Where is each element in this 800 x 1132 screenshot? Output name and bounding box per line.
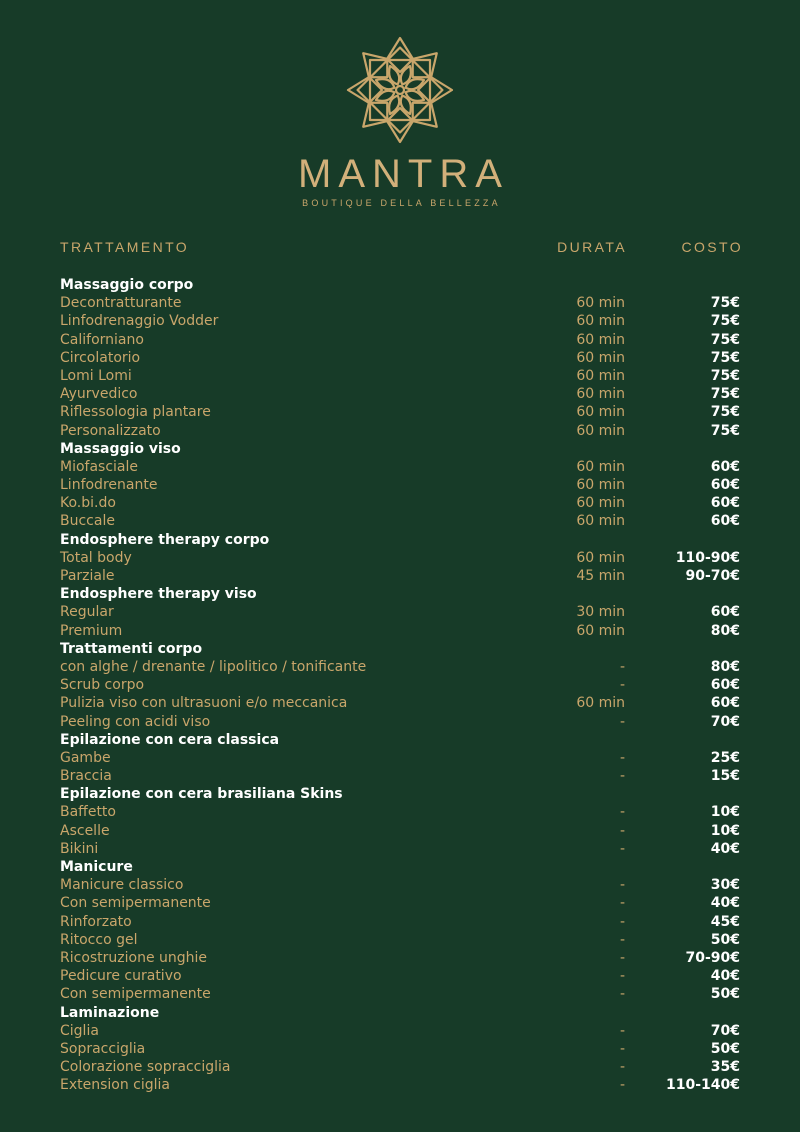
treatment-name: Gambe: [60, 749, 111, 766]
section-title-row: [60, 276, 740, 294]
treatment-name: Californiano: [60, 331, 144, 348]
treatment-price: 30€: [710, 877, 740, 894]
treatment-price: 40€: [710, 840, 740, 857]
treatment-row: [60, 913, 740, 931]
treatment-price: 70€: [710, 1022, 740, 1039]
treatment-row: [60, 985, 740, 1003]
treatment-name: Ricostruzione unghie: [60, 949, 208, 966]
treatment-duration: -: [619, 1059, 625, 1076]
treatment-row: [60, 658, 740, 676]
treatment-price: 35€: [710, 1059, 740, 1076]
price-list: [60, 276, 740, 1094]
treatment-price: 75€: [710, 331, 740, 348]
header-cost: COSTO: [681, 239, 743, 255]
section-title-row: [60, 640, 740, 658]
treatment-row: [60, 331, 740, 349]
treatment-name: Baffetto: [60, 804, 116, 821]
treatment-duration: 60 min: [576, 386, 625, 403]
treatment-row: [60, 967, 740, 985]
treatment-price: 40€: [710, 895, 740, 912]
section-title-row: [60, 731, 740, 749]
section-title-row: [60, 531, 740, 549]
treatment-price: 50€: [710, 1040, 740, 1057]
treatment-price: 75€: [710, 349, 740, 366]
treatment-row: [60, 567, 740, 585]
treatment-row: [60, 803, 740, 821]
treatment-row: [60, 349, 740, 367]
treatment-duration: -: [619, 804, 625, 821]
treatment-price: 110-140€: [666, 1077, 740, 1094]
treatment-name: Total body: [60, 549, 132, 566]
treatment-row: [60, 876, 740, 894]
treatment-row: [60, 422, 740, 440]
treatment-name: Premium: [60, 622, 123, 639]
treatment-price: 80€: [710, 622, 740, 639]
treatment-duration: -: [619, 713, 625, 730]
treatment-name: Buccale: [60, 513, 115, 530]
treatment-duration: -: [619, 1077, 625, 1094]
section-title: Endosphere therapy corpo: [60, 531, 270, 548]
treatment-duration: 60 min: [576, 495, 625, 512]
treatment-name: Linfodrenaggio Vodder: [60, 313, 219, 330]
treatment-duration: 60 min: [576, 367, 625, 384]
treatment-row: [60, 822, 740, 840]
treatment-price: 60€: [710, 495, 740, 512]
treatment-row: [60, 1022, 740, 1040]
treatment-price: 10€: [710, 822, 740, 839]
treatment-row: [60, 476, 740, 494]
treatment-duration: 30 min: [576, 604, 625, 621]
section-title: Trattamenti corpo: [60, 640, 203, 657]
treatment-row: [60, 1076, 740, 1094]
treatment-name: con alghe / drenante / lipolitico / tonificante: [60, 658, 367, 675]
treatment-price: 60€: [710, 477, 740, 494]
section-title-row: [60, 1004, 740, 1022]
treatment-duration: 45 min: [576, 568, 625, 584]
treatment-price: 70-90€: [685, 949, 740, 966]
section-title: Manicure: [60, 859, 133, 875]
treatment-name: Ritocco gel: [60, 931, 138, 948]
treatment-row: [60, 1040, 740, 1058]
treatment-row: [60, 713, 740, 731]
treatment-row: [60, 694, 740, 712]
treatment-row: [60, 512, 740, 530]
treatment-name: Circolatorio: [60, 349, 141, 366]
treatment-price: 80€: [710, 658, 740, 675]
treatment-price: 75€: [710, 313, 740, 330]
treatment-name: Pedicure curativo: [60, 968, 182, 985]
treatment-duration: -: [619, 895, 625, 912]
treatment-price: 10€: [710, 804, 740, 821]
treatment-duration: 60 min: [576, 404, 625, 421]
treatment-name: Manicure classico: [60, 877, 184, 894]
treatment-duration: 60 min: [576, 513, 625, 530]
treatment-row: [60, 312, 740, 330]
treatment-price: 15€: [710, 768, 740, 785]
treatment-name: Con semipermanente: [60, 895, 211, 912]
treatment-duration: -: [619, 949, 625, 966]
treatment-row: [60, 840, 740, 858]
treatment-row: [60, 767, 740, 785]
treatment-duration: -: [619, 968, 625, 985]
brand-name: MANTRA: [298, 152, 509, 196]
treatment-price: 75€: [710, 386, 740, 403]
treatment-row: [60, 622, 740, 640]
treatment-name: Braccia: [60, 768, 112, 785]
treatment-name: Ciglia: [60, 1022, 99, 1039]
treatment-name: Peeling con acidi viso: [60, 713, 211, 730]
treatment-duration: 60 min: [576, 313, 625, 330]
treatment-price: 60€: [710, 513, 740, 530]
treatment-row: [60, 385, 740, 403]
treatment-name: Con semipermanente: [60, 986, 211, 1003]
treatment-name: Colorazione sopracciglia: [60, 1059, 231, 1076]
treatment-price: 60€: [710, 695, 740, 712]
logo: [0, 34, 800, 208]
treatment-duration: -: [619, 768, 625, 785]
treatment-duration: -: [619, 822, 625, 839]
treatment-duration: 60 min: [576, 458, 625, 475]
treatment-name: Miofasciale: [60, 458, 139, 475]
treatment-duration: -: [619, 913, 625, 930]
treatment-row: [60, 603, 740, 621]
treatment-duration: 60 min: [576, 331, 625, 348]
treatment-price: 50€: [710, 931, 740, 948]
treatment-name: Ascelle: [60, 822, 110, 839]
treatment-duration: -: [619, 840, 625, 857]
treatment-duration: 60 min: [576, 295, 625, 312]
section-title: Epilazione con cera brasiliana Skins: [60, 786, 343, 803]
treatment-price: 60€: [710, 677, 740, 694]
section-title: Epilazione con cera classica: [60, 731, 280, 748]
header-treatment: TRATTAMENTO: [60, 239, 190, 255]
treatment-price: 75€: [710, 367, 740, 384]
treatment-price: 60€: [710, 604, 740, 621]
treatment-price: 60€: [710, 458, 740, 475]
treatment-name: Extension ciglia: [60, 1077, 171, 1094]
treatment-price: 110-90€: [675, 549, 740, 566]
treatment-row: [60, 894, 740, 912]
treatment-row: [60, 367, 740, 385]
section-title-row: [60, 785, 740, 803]
treatment-price: 50€: [710, 986, 740, 1003]
treatment-row: [60, 931, 740, 949]
treatment-price: 70€: [710, 713, 740, 730]
treatment-row: [60, 949, 740, 967]
treatment-row: [60, 1058, 740, 1076]
section-title: Endosphere therapy viso: [60, 586, 257, 603]
treatment-name: Decontratturante: [60, 295, 182, 312]
treatment-duration: -: [619, 931, 625, 948]
treatment-row: [60, 549, 740, 567]
treatment-name: Ayurvedico: [60, 386, 138, 403]
section-title: Laminazione: [60, 1004, 160, 1021]
treatment-duration: 60 min: [576, 622, 625, 639]
section-title-row: [60, 440, 740, 458]
treatment-name: Lomi Lomi: [60, 367, 132, 384]
treatment-name: Bikini: [60, 840, 99, 857]
section-title: Massaggio viso: [60, 440, 181, 457]
treatment-duration: 60 min: [576, 695, 625, 712]
section-title-row: [60, 585, 740, 603]
treatment-duration: 60 min: [576, 549, 625, 566]
treatment-price: 75€: [710, 404, 740, 421]
treatment-duration: -: [619, 1040, 625, 1057]
treatment-row: [60, 494, 740, 512]
treatment-row: [60, 749, 740, 767]
treatment-duration: 60 min: [576, 477, 625, 494]
treatment-price: 40€: [710, 968, 740, 985]
treatment-price: 45€: [710, 913, 740, 930]
treatment-duration: -: [619, 877, 625, 894]
treatment-duration: -: [619, 1022, 625, 1039]
treatment-name: Regular: [60, 604, 114, 621]
section-title-row: [60, 858, 740, 876]
treatment-name: Sopracciglia: [60, 1040, 146, 1057]
treatment-name: Scrub corpo: [60, 677, 145, 694]
treatment-duration: -: [619, 677, 625, 694]
treatment-duration: 60 min: [576, 422, 625, 439]
treatment-row: [60, 294, 740, 312]
mandala-icon: [345, 34, 455, 146]
treatment-name: Ko.bi.do: [60, 495, 116, 512]
treatment-duration: -: [619, 749, 625, 766]
treatment-name: Linfodrenante: [60, 477, 158, 494]
treatment-duration: -: [619, 658, 625, 675]
brand-tagline: BOUTIQUE DELLA BELLEZZA: [302, 198, 501, 208]
treatment-row: [60, 403, 740, 421]
treatment-price: 90-70€: [685, 568, 740, 584]
treatment-name: Personalizzato: [60, 422, 161, 439]
treatment-price: 75€: [710, 422, 740, 439]
treatment-duration: -: [619, 986, 625, 1003]
treatment-row: [60, 676, 740, 694]
treatment-name: Riflessologia plantare: [60, 404, 211, 421]
treatment-price: 75€: [710, 295, 740, 312]
header-duration: DURATA: [557, 239, 627, 255]
treatment-name: Parziale: [60, 568, 115, 584]
section-title: Massaggio corpo: [60, 277, 194, 293]
menu-header: [60, 239, 741, 257]
treatment-price: 25€: [710, 749, 740, 766]
treatment-row: [60, 458, 740, 476]
treatment-name: Pulizia viso con ultrasuoni e/o meccanica: [60, 695, 348, 712]
treatment-duration: 60 min: [576, 349, 625, 366]
treatment-name: Rinforzato: [60, 913, 132, 930]
